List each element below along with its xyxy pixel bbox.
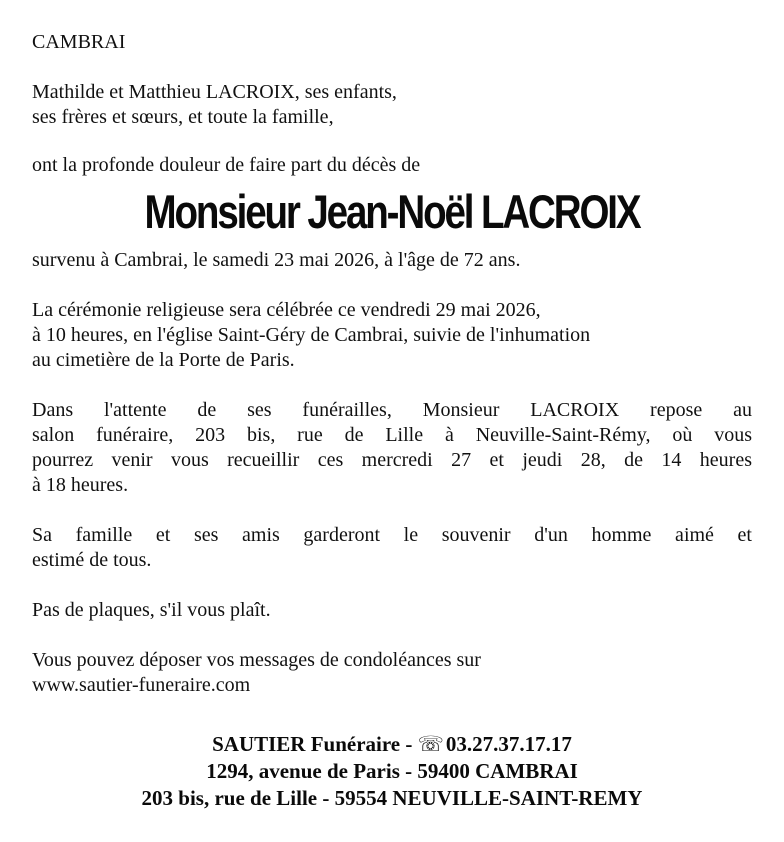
- condolences-text: Vous pouvez déposer vos messages de condoléances sur: [32, 649, 481, 671]
- remembrance-paragraph: [32, 523, 752, 573]
- ceremony-line-1: La cérémonie religieuse sera célébrée ce vendredi 29 mai 2026,: [32, 299, 541, 321]
- funeral-director-address-2: 203 bis, rue de Lille - 59554 NEUVILLE-SAINT-REMY: [141, 786, 643, 810]
- visitation-line-1: Dans l'attente de ses funérailles, Monsieur LACROIX repose au: [32, 399, 752, 421]
- visitation-paragraph: [32, 398, 752, 498]
- funeral-director-contact: [0, 731, 784, 758]
- ceremony-line-2: à 10 heures, en l'église Saint-Géry de Cambrai, suivie de l'inhumation: [32, 324, 591, 346]
- ceremony-paragraph: [32, 298, 752, 373]
- condolences-paragraph: [32, 648, 752, 698]
- deceased-name: Monsieur Jean-Noël LACROIX: [144, 185, 640, 238]
- funeral-director-phone: 03.27.37.17.17: [445, 732, 572, 756]
- remembrance-line-1: Sa famille et ses amis garderont le souvenir d'un homme aimé et: [32, 524, 752, 546]
- announcement-text: ont la profonde douleur de faire part du décès de: [32, 154, 421, 176]
- obituary-notice: [32, 30, 752, 698]
- family-line-1: Mathilde et Matthieu LACROIX, ses enfants,: [32, 81, 397, 103]
- phone-icon: ☏: [417, 732, 444, 756]
- visitation-line-2: salon funéraire, 203 bis, rue de Lille à Neuville-Saint-Rémy, où vous: [32, 424, 752, 446]
- visitation-line-3: pourrez venir vous recueillir ces mercredi 27 et jeudi 28, de 14 heures: [32, 449, 752, 471]
- family-announcers: [32, 80, 752, 130]
- visitation-line-4: à 18 heures.: [32, 474, 129, 496]
- family-line-2: ses frères et sœurs, et toute la famille,: [32, 106, 334, 128]
- remembrance-line-2: estimé de tous.: [32, 549, 152, 571]
- funeral-director-name: SAUTIER Funéraire -: [212, 732, 418, 756]
- death-info: survenu à Cambrai, le samedi 23 mai 2026, à l'âge de 72 ans.: [32, 249, 521, 271]
- city-heading: CAMBRAI: [32, 31, 126, 53]
- ceremony-line-3: au cimetière de la Porte de Paris.: [32, 349, 295, 371]
- no-plaques-paragraph: [32, 598, 752, 623]
- no-plaques-text: Pas de plaques, s'il vous plaît.: [32, 599, 271, 621]
- funeral-director-address-1: 1294, avenue de Paris - 59400 CAMBRAI: [206, 759, 578, 783]
- funeral-director-block: [0, 731, 784, 812]
- condolences-website-link[interactable]: www.sautier-funeraire.com: [32, 674, 251, 696]
